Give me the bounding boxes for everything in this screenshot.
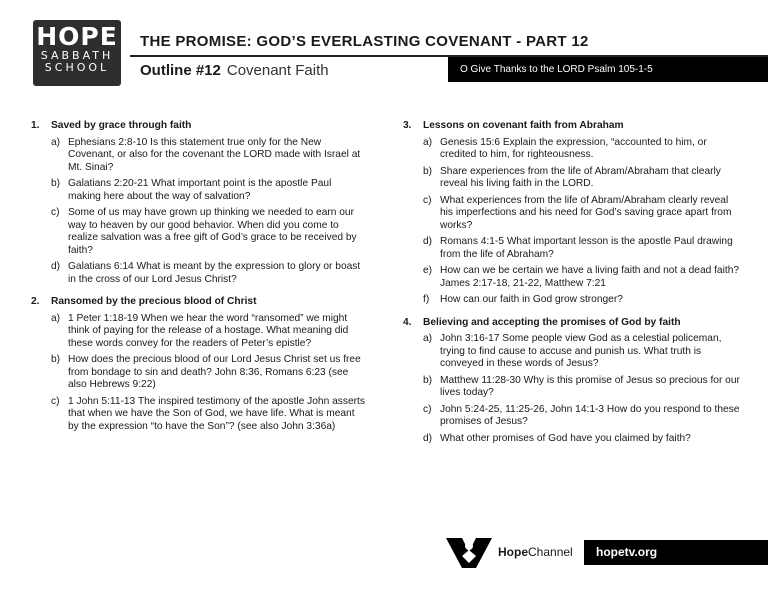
list-item	[423, 166, 743, 191]
section-heading	[31, 120, 366, 133]
item-text: What experiences from the life of Abram/Abraham clearly reveal his imperfections and his need for God’s saving grace apart from works?	[440, 194, 732, 231]
outline-number: Outline #12	[140, 62, 221, 79]
item-text: Ephesians 2:8-10 Is this statement true only for the New Covenant, or also for the covenant the LORD made with Israel at Mt. Sinai?	[68, 136, 361, 173]
section-heading	[31, 296, 366, 309]
item-letter: d)	[51, 261, 61, 272]
item-text: Romans 4:1-5 What important lesson is the apostle Paul drawing from the life of Abraham?	[440, 236, 733, 260]
item-text: Galatians 6:14 What is meant by the expression to glory or boast in the cross of our Lord Jesus Christ?	[68, 261, 361, 285]
list-item	[51, 313, 366, 351]
item-letter: c)	[51, 395, 60, 407]
section-1	[31, 120, 366, 286]
item-text: Galatians 2:20-21 What important point is the apostle Paul making here about the way of salvation?	[68, 178, 332, 202]
item-letter: b)	[51, 178, 61, 189]
item-letter: a)	[51, 312, 61, 324]
item-letter: d)	[423, 432, 433, 444]
item-letter: b)	[423, 165, 433, 177]
hope-channel-brand	[498, 545, 573, 559]
list-item	[423, 236, 743, 261]
list-item	[423, 265, 743, 290]
section-2	[31, 296, 366, 433]
item-text: Some of us may have grown up thinking we needed to earn our way to heaven by our good behavior. When did you come to realize salvation was a free gift of God’s grace to be received by faith?	[68, 207, 357, 256]
list-item	[51, 137, 366, 175]
list-item	[423, 375, 743, 400]
item-text: How can we be certain we have a living faith and not a dead faith? James 2:17-18, 21-22, Matthew 7:21	[440, 265, 740, 289]
section-number: 2.	[31, 296, 40, 307]
item-letter: b)	[423, 374, 433, 386]
list-item	[51, 396, 366, 434]
item-letter: d)	[423, 236, 433, 247]
list-item	[51, 178, 366, 203]
item-letter: c)	[51, 207, 60, 218]
psalm-banner: O Give Thanks to the LORD Psalm 105-1-5	[448, 57, 768, 82]
section-title: Saved by grace through faith	[51, 120, 192, 131]
item-letter: c)	[423, 403, 432, 415]
item-text: 1 John 5:11-13 The inspired testimony of the apostle John asserts that when we have the Son of God, we have life. What is meant by the expression “to have the Son”? (see also John 3:36a)	[68, 395, 365, 432]
item-letter: b)	[51, 354, 61, 365]
list-item	[423, 404, 743, 429]
item-text: How does the precious blood of our Lord Jesus Christ set us free from bondage to sin and death? John 8:36, Romans 6:23 (see also Hebrews 9:22)	[68, 354, 361, 390]
item-letter: c)	[423, 194, 432, 206]
item-text: Share experiences from the life of Abram/Abraham that clearly reveal his living faith in the LORD.	[440, 165, 721, 189]
item-letter: a)	[51, 136, 61, 148]
section-number: 4.	[403, 316, 412, 328]
item-text: 1 Peter 1:18-19 When we hear the word “ransomed” we might think of paying for the release of a hostage. What meaning did these words convey for the readers of Peter’s epistle?	[68, 312, 349, 349]
website-link[interactable]: hopetv.org	[584, 540, 768, 565]
logo-line-school: SCHOOL	[44, 61, 110, 74]
item-text: Matthew 11:28-30 Why is this promise of Jesus so precious for our lives today?	[440, 374, 740, 398]
list-item	[423, 294, 743, 307]
left-column	[31, 120, 366, 443]
list-item	[423, 137, 743, 162]
outline-heading	[140, 62, 329, 79]
section-number: 1.	[31, 120, 40, 131]
right-column	[403, 120, 743, 455]
brand-bold: Hope	[498, 545, 528, 559]
list-item	[51, 207, 366, 257]
item-text: What other promises of God have you claimed by faith?	[440, 432, 691, 444]
section-title: Lessons on covenant faith from Abraham	[423, 120, 624, 131]
outline-subtitle: Covenant Faith	[226, 62, 329, 79]
item-text: How can our faith in God grow stronger?	[440, 294, 623, 305]
logo-line-sabbath: SABBATH	[40, 49, 114, 62]
logo-line-hope: HOPE	[36, 22, 118, 51]
item-letter: e)	[423, 265, 433, 276]
hope-sabbath-school-logo	[33, 20, 121, 86]
item-letter: a)	[423, 333, 433, 344]
list-item	[423, 333, 743, 371]
item-text: John 5:24-25, 11:25-26, John 14:1-3 How do you respond to these promises of Jesus?	[440, 403, 740, 427]
item-text: John 3:16-17 Some people view God as a celestial policeman, trying to find cause to accuse and punish us. What truth is conveyed in these words of Jesus?	[440, 333, 722, 369]
section-heading	[403, 317, 743, 330]
list-item	[51, 261, 366, 286]
list-item	[423, 195, 743, 233]
page-title: THE PROMISE: GOD’S EVERLASTING COVENANT - PART 12	[140, 33, 589, 50]
item-text: Genesis 15:6 Explain the expression, “accounted to him, or credited to him, for righteousness.	[440, 136, 707, 160]
brand-rest: Channel	[528, 545, 573, 559]
list-item	[51, 354, 366, 392]
section-title: Ransomed by the precious blood of Christ	[51, 296, 257, 307]
hope-channel-logo-icon	[446, 536, 492, 570]
list-item	[423, 433, 743, 446]
item-letter: a)	[423, 136, 433, 148]
section-4	[403, 317, 743, 446]
section-number: 3.	[403, 120, 412, 131]
section-3	[403, 120, 743, 307]
section-title: Believing and accepting the promises of God by faith	[423, 316, 681, 328]
item-letter: f)	[423, 294, 430, 305]
section-heading	[403, 120, 743, 133]
